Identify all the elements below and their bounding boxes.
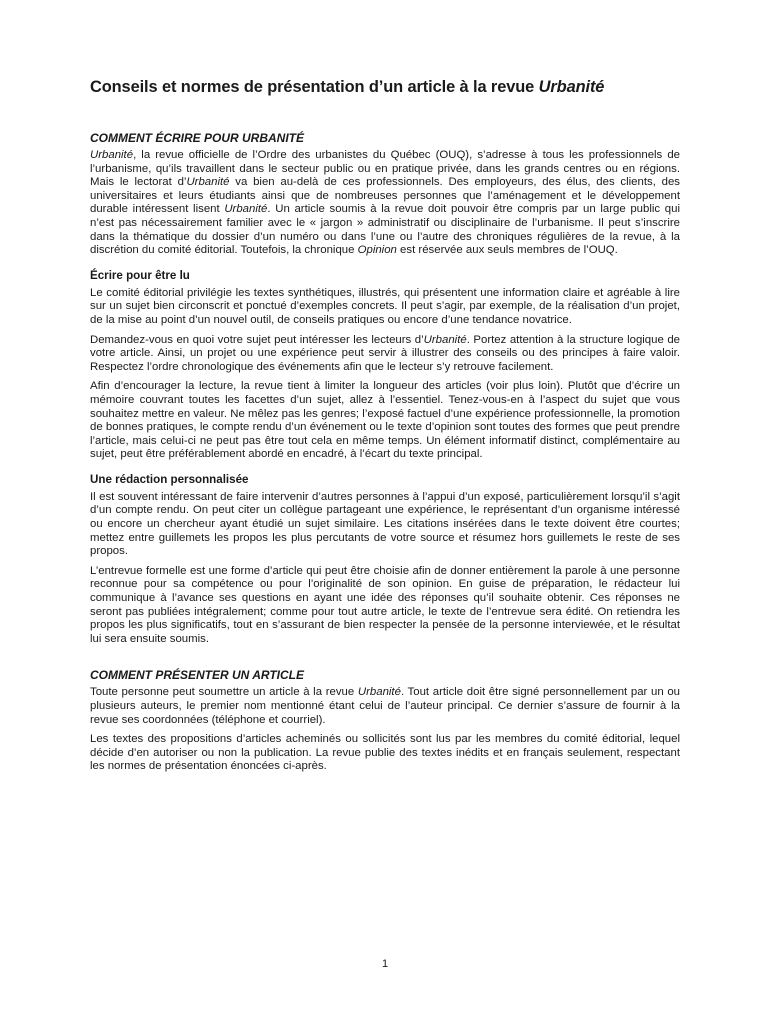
text-run: . Tout article doit être signé personnellement par un ou plusieurs auteurs, le premier nom mentionné étant celui de l’auteur principal. Ce dernier s’assure de fournir à la revue ses coordonnées (téléphone et courriel). [90, 686, 680, 726]
body-paragraph [90, 565, 680, 647]
text-run: Les textes des propositions d’articles acheminés ou sollicités sont lus par les membres du comité éditorial, lequel décide d’en autoriser ou non la publication. La revue publie des textes inédits et en français seulement, respectant les normes de présentation énoncées ci-après. [90, 733, 680, 773]
italic-text-run: Urbanité [224, 203, 268, 216]
body-paragraph [90, 733, 680, 774]
text-run: . Un article soumis à la revue doit pouvoir être compris par un large public qui n’est pas nécessairement familier avec le « jargon » administratif ou disciplinaire de l’urbanisme. Il peut s’inscrire dans la thématique du dossier d’un numéro ou dans l’une ou l’autre des chroniques régulières de la revue, à la discrétion du comité éditorial. Toutefois, la chronique [90, 203, 680, 257]
document-body [90, 131, 680, 774]
text-run: . Portez attention à la structure logique de votre article. Ainsi, un projet ou une expérience peut servir à illustrer des conseils ou des principes à faire valoir. Respectez l’ordre chronologique des événements afin que le lecteur s’y retrouve facilement. [90, 333, 680, 373]
document-title-main: Conseils et normes de présentation d’un article à la revue [90, 78, 539, 96]
body-paragraph [90, 149, 680, 258]
italic-text-run: Urbanité [423, 333, 467, 346]
text-run: Toute personne peut soumettre un article à la revue [90, 686, 358, 699]
body-paragraph [90, 686, 680, 727]
body-paragraph [90, 334, 680, 375]
document-section [90, 131, 680, 646]
document-section [90, 668, 680, 774]
italic-text-run: Urbanité [90, 149, 134, 161]
body-paragraph [90, 491, 680, 559]
document-page [90, 78, 680, 780]
document-title [90, 78, 680, 97]
body-paragraph [90, 380, 680, 462]
italic-text-run: Urbanité [357, 686, 401, 699]
text-run: Afin d’encourager la lecture, la revue tient à limiter la longueur des articles (voir plus loin). Plutôt que d’écrire un mémoire couvrant toutes les facettes d’un sujet, allez à l’essentiel. Tenez-vous-en à l’aspect du sujet que vous souhaitez mettre en valeur. Ne mêlez pas les genres; l’exposé factuel d’une expérience professionnelle, la promotion de bonnes pratiques, le compte rendu d’un événement ou le texte d’opinion sont toutes des formes que peut prendre l’article, mais celui-ci ne peut pas être tout cela en même temps. Un élément informatif distinct, complémentaire au sujet, peut être préférablement abordé en encadré, à l’écart du texte principal. [90, 380, 680, 461]
text-run: Il est souvent intéressant de faire intervenir d’autres personnes à l’appui d’un exposé, particulièrement lorsqu’il s’agit d’un compte rendu. On peut citer un collègue partageant une expérience, le représentant d’un organisme intéressé ou encore un chercheur ayant étudié un sujet similaire. Les citations insérées dans le texte doivent être courtes; mettez entre guillemets les propos les plus percutants de votre source et résumez hors guillemets le reste de ses propos. [90, 490, 680, 558]
italic-text-run: Opinion [357, 244, 397, 257]
text-run: va bien au-delà de ces professionnels. Des employeurs, des élus, des clients, des universitaires et leurs étudiants ainsi que de nombreuses personnes que l’aménagement et le développement durable intéressent lisent [90, 176, 680, 216]
body-paragraph [90, 287, 680, 328]
subsection-heading: Une rédaction personnalisée [90, 472, 249, 486]
section-heading: COMMENT ÉCRIRE POUR URBANITÉ [90, 131, 305, 145]
text-run: , la revue officielle de l’Ordre des urbanistes du Québec (OUQ), s’adresse à tous les professionnels de l’urbanisme, qu’ils travaillent dans le secteur public ou en pratique privée, dans les grands centres ou en régions. Mais le lectorat d’ [90, 149, 680, 189]
page-number: 1 [381, 958, 389, 970]
document-title-italic: Urbanité [538, 78, 605, 96]
italic-text-run: Urbanité [186, 176, 230, 189]
text-run: Demandez-vous en quoi votre sujet peut intéresser les lecteurs d’ [90, 333, 424, 346]
section-heading: COMMENT PRÉSENTER UN ARTICLE [90, 668, 305, 683]
text-run: est réservée aux seuls membres de l’OUQ. [396, 244, 618, 257]
text-run: Le comité éditorial privilégie les textes synthétiques, illustrés, qui présentent une information claire et agréable à lire sur un sujet bien circonscrit et ponctué d’exemples concrets. Il peut s’agir, par exemple, de la réalisation d’un projet, de la mise au point d’un nouvel outil, de conseils pratiques ou encore d’une tendance novatrice. [90, 286, 680, 326]
subsection-heading: Écrire pour être lu [90, 268, 190, 282]
text-run: L’entrevue formelle est une forme d’article qui peut être choisie afin de donner entièrement la parole à une personne reconnue pour sa compétence ou pour l’originalité de son opinion. En guise de préparation, le rédacteur lui communique à l’avance ses questions en ayant une idée des réponses qu’il souhaite obtenir. Ces réponses ne seront pas publiées intégralement; comme pour tout autre article, le texte de l’entrevue sera édité. On retiendra les propos les plus significatifs, tout en s’assurant de bien respecter la pensée de la personne interviewée, et le résultat lui sera ensuite soumis. [90, 564, 680, 645]
